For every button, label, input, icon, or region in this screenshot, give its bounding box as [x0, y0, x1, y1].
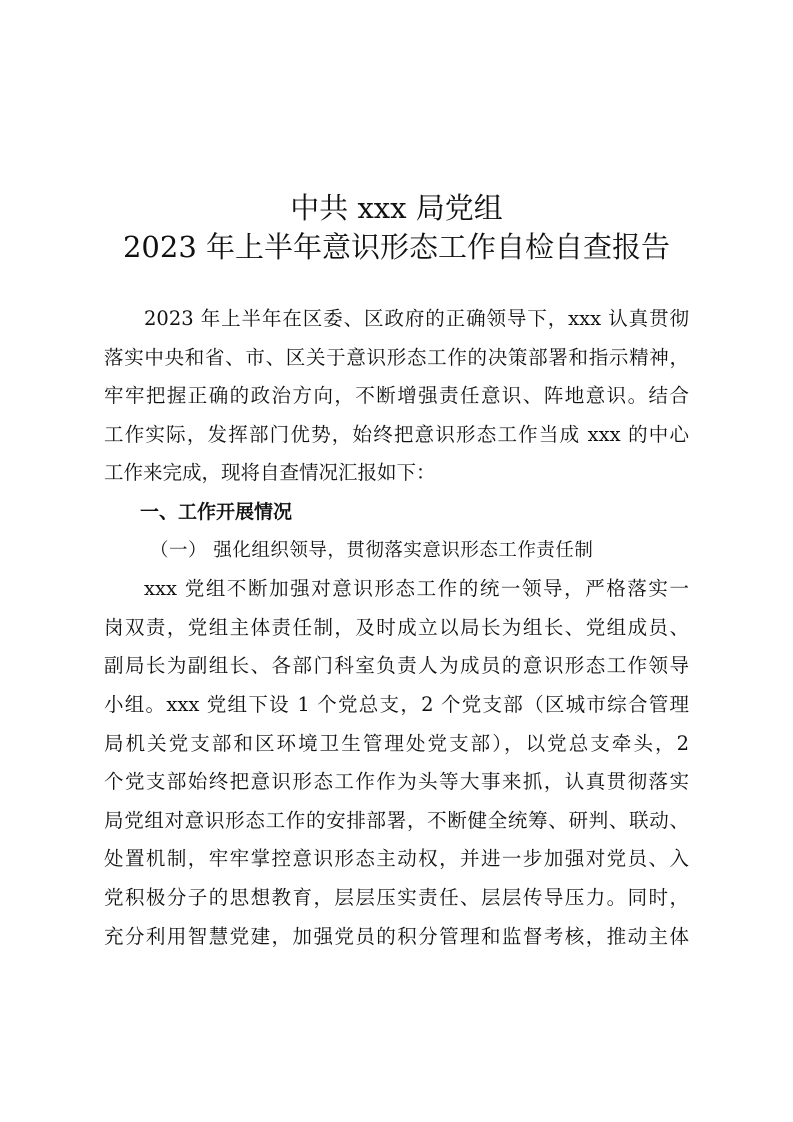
paragraph-line: 2023 年上半年在区委、区政府的正确领导下，xxx 认真贯彻 [144, 307, 689, 330]
paragraph-line: 处置机制，牢牢掌控意识形态主动权，并进一步加强对党员、入 [104, 847, 689, 871]
section-heading: 一、工作开展情况 [140, 500, 293, 523]
paragraph-line: 局党组对意识形态工作的安排部署，不断健全统筹、研判、联动、 [104, 808, 689, 832]
document-title-line1: 中共 xxx 局党组 [290, 191, 503, 225]
paragraph-line: 个党支部始终把意识形态工作作为头等大事来抓，认真贯彻落实 [104, 770, 689, 794]
paragraph-line: 工作来完成，现将自查情况汇报如下： [104, 461, 436, 485]
paragraph-line: xxx 党组不断加强对意识形态工作的统一领导，严格落实一 [144, 577, 689, 601]
paragraph-line: 小组。xxx 党组下设 1 个党总支，2 个党支部（区城市综合管理 [104, 692, 689, 716]
paragraph-line: 落实中央和省、市、区关于意识形态工作的决策部署和指示精神， [104, 345, 689, 369]
subsection-heading: （一） 强化组织领导，贯彻落实意识形态工作责任制 [150, 539, 594, 561]
document-title-line2: 2023 年上半年意识形态工作自检自查报告 [122, 230, 671, 264]
paragraph-line: 充分利用智慧党建，加强党员的积分管理和监督考核，推动主体 [104, 924, 689, 948]
paragraph-line: 工作实际，发挥部门优势，始终把意识形态工作当成 xxx 的中心 [104, 422, 689, 446]
paragraph-line: 副局长为副组长、各部门科室负责人为成员的意识形态工作领导 [104, 654, 689, 678]
paragraph-line: 牢牢把握正确的政治方向，不断增强责任意识、阵地意识。结合 [104, 384, 689, 408]
paragraph-line: 岗双责，党组主体责任制，及时成立以局长为组长、党组成员、 [104, 615, 689, 639]
paragraph-line: 党积极分子的思想教育，层层压实责任、层层传导压力。同时， [104, 885, 689, 909]
document-body [104, 300, 689, 956]
paragraph-line: 局机关党支部和区环境卫生管理处党支部），以党总支牵头，2 [104, 731, 689, 755]
